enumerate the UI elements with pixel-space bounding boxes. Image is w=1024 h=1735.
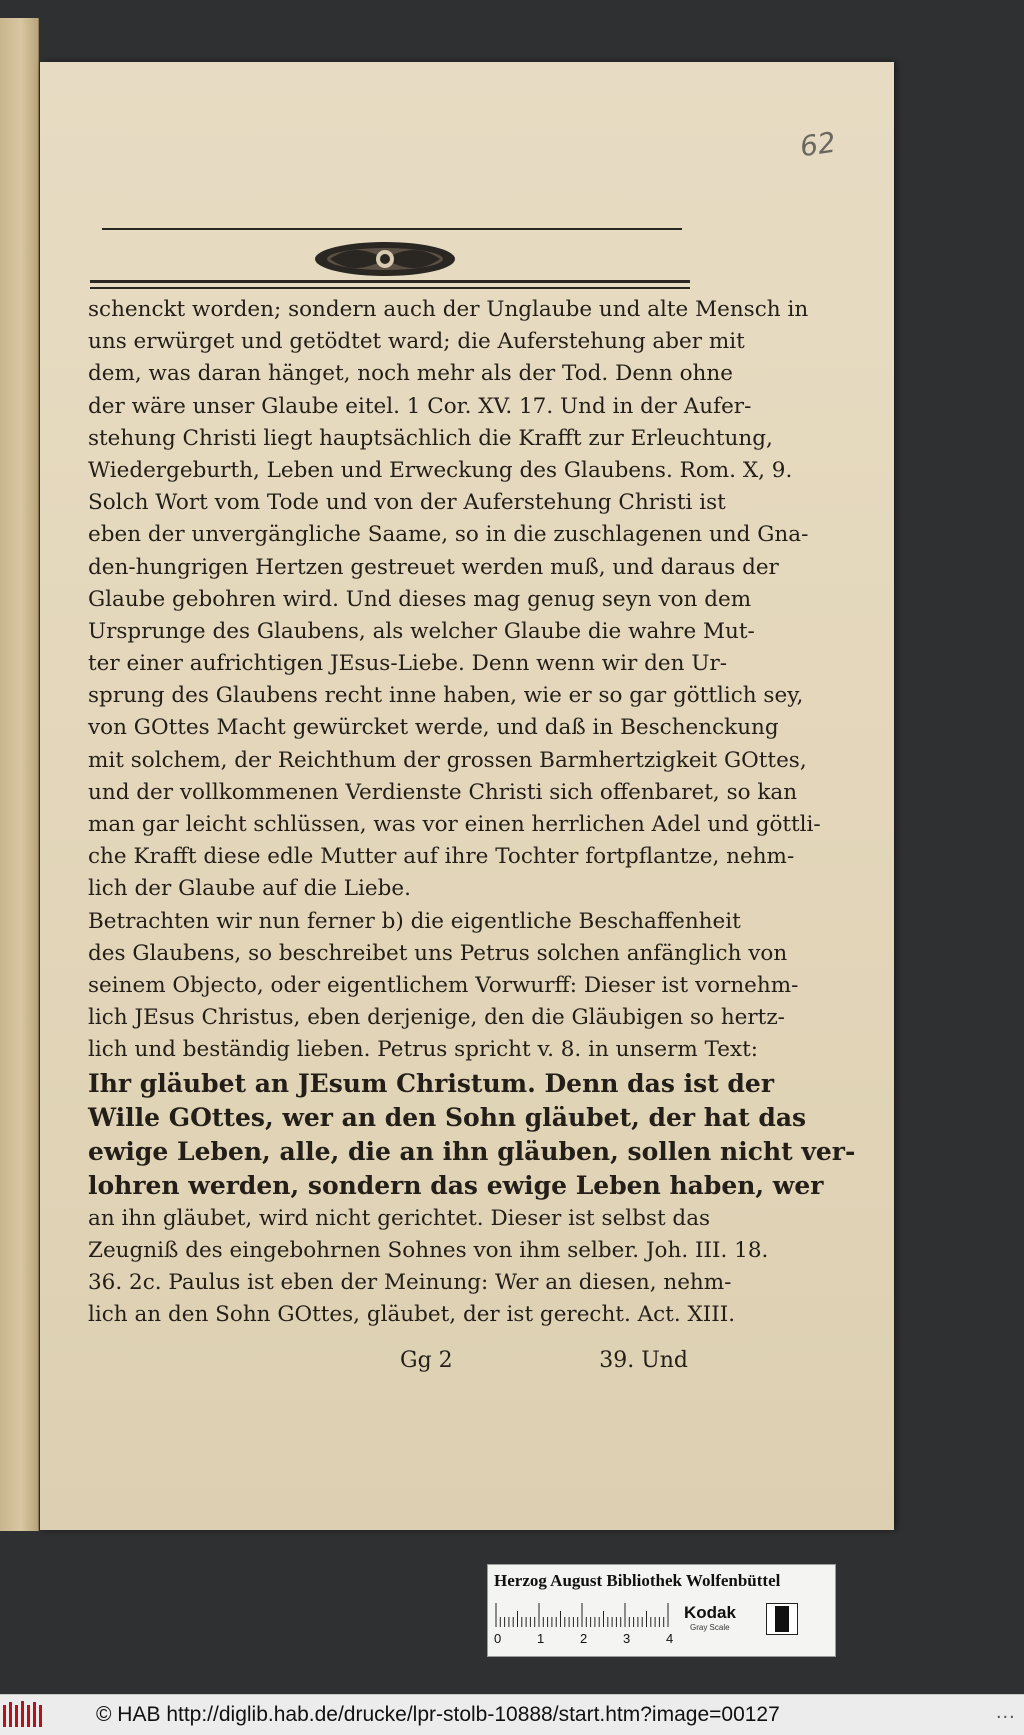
text-line: che Krafft diese edle Mutter auf ihre Tochter fortpflantze, nehm- bbox=[88, 844, 795, 870]
text-line: und der vollkommenen Verdienste Christi sich offenbaret, so kan bbox=[88, 779, 798, 805]
previous-page-edge bbox=[0, 18, 39, 1531]
ornament-icon bbox=[310, 236, 460, 282]
page-footer bbox=[88, 1348, 688, 1378]
text-line: Wille GOttes, wer an den Sohn gläubet, der hat das bbox=[88, 1102, 807, 1132]
more-menu-icon[interactable]: ... bbox=[996, 1701, 1016, 1723]
text-line: mit solchem, der Reichthum der grossen Barmhertzigkeit GOttes, bbox=[88, 747, 807, 773]
text-line: Glaube gebohren wird. Und dieses mag genug seyn von dem bbox=[88, 586, 752, 612]
text-line: Betrachten wir nun ferner b) die eigentliche Beschaffenheit bbox=[88, 908, 741, 934]
text-line: Ihr gläubet an JEsum Christum. Denn das ist der bbox=[88, 1068, 774, 1098]
text-line: schenckt worden; sondern auch der Unglaube und alte Mensch in bbox=[88, 297, 809, 322]
text-line: lich JEsus Christus, eben derjenige, den die Gläubigen so hertz- bbox=[88, 1005, 785, 1031]
text-line: ter einer aufrichtigen JEsus-Liebe. Denn wenn wir den Ur- bbox=[88, 651, 727, 677]
status-bar bbox=[0, 1694, 1024, 1735]
text-line: an ihn gläubet, wird nicht gerichtet. Dieser ist selbst das bbox=[88, 1205, 711, 1231]
text-line: lich der Glaube auf die Liebe. bbox=[88, 876, 411, 902]
text-line: stehung Christi liegt hauptsächlich die Krafft zur Erleuchtung, bbox=[88, 425, 773, 451]
text-line: man gar leicht schlüssen, was vor einen herrlichen Adel und göttli- bbox=[88, 812, 821, 837]
text-line: eben der unvergängliche Saame, so in die zuschlagenen und Gna- bbox=[88, 522, 809, 548]
ruler-number: 1 bbox=[537, 1631, 545, 1646]
text-line: Solch Wort vom Tode und von der Auferstehung Christi ist bbox=[88, 490, 726, 516]
copyright-url[interactable]: © HAB http://diglib.hab.de/drucke/lpr-stolb-10888/start.htm?image=00127 bbox=[96, 1703, 780, 1726]
signature-mark: Gg 2 bbox=[400, 1348, 453, 1373]
text-line: des Glaubens, so beschreibet uns Petrus solchen anfänglich von bbox=[88, 940, 788, 966]
ruler-scale-icon bbox=[494, 1601, 674, 1627]
header-double-rule-thin bbox=[90, 287, 690, 289]
color-target-card bbox=[487, 1564, 836, 1657]
text-line: 36. 2c. Paulus ist eben der Meinung: Wer an diesen, nehm- bbox=[88, 1269, 732, 1295]
text-line: seinem Objecto, oder eigentlichem Vorwurff: Dieser ist vornehm- bbox=[88, 972, 799, 998]
text-line: lich an den Sohn GOttes, gläubet, der ist gerecht. Act. XIII. bbox=[88, 1302, 736, 1328]
kodak-brand: Kodak bbox=[684, 1603, 736, 1622]
text-line: uns erwürget und getödtet ward; die Auferstehung aber mit bbox=[88, 329, 745, 355]
target-institution: Herzog August Bibliothek Wolfenbüttel bbox=[494, 1571, 781, 1590]
text-line: dem, was daran hänget, noch mehr als der Tod. Denn ohne bbox=[88, 361, 733, 387]
book-page bbox=[40, 62, 894, 1530]
body-text bbox=[88, 294, 856, 1331]
text-line: Ursprunge des Glaubens, als welcher Glaube die wahre Mut- bbox=[88, 618, 755, 644]
text-line: Wiedergeburth, Leben und Erweckung des Glaubens. Rom. X, 9. bbox=[88, 457, 793, 483]
ruler-number: 0 bbox=[494, 1631, 502, 1646]
text-line: den-hungrigen Hertzen gestreuet werden muß, und daraus der bbox=[88, 554, 779, 580]
ruler-number: 3 bbox=[623, 1631, 631, 1646]
text-line: Zeugniß des eingebohrnen Sohnes von ihm selber. Joh. III. 18. bbox=[88, 1237, 769, 1263]
text-line: von GOttes Macht gewürcket werde, und daß in Beschenckung bbox=[88, 715, 779, 741]
hab-logo-icon bbox=[0, 1699, 46, 1731]
gray-swatch-icon bbox=[766, 1603, 798, 1635]
ruler-number: 4 bbox=[666, 1631, 674, 1646]
text-line: lohren werden, sondern das ewige Leben haben, wer bbox=[88, 1170, 824, 1200]
ruler-number: 2 bbox=[580, 1631, 588, 1646]
gray-scale-label: Gray Scale bbox=[690, 1623, 730, 1632]
header-double-rule bbox=[90, 280, 690, 283]
header-rule bbox=[102, 228, 682, 230]
text-line: sprung des Glaubens recht inne haben, wie er so gar göttlich sey, bbox=[88, 683, 804, 709]
page-number: 62 bbox=[797, 125, 838, 164]
text-line: der wäre unser Glaube eitel. 1 Cor. XV. 17. Und in der Aufer- bbox=[88, 393, 752, 419]
catchword: 39. Und bbox=[599, 1348, 688, 1373]
text-line: ewige Leben, alle, die an ihn gläuben, sollen nicht ver- bbox=[88, 1136, 856, 1166]
text-line: lich und beständig lieben. Petrus spricht v. 8. in unserm Text: bbox=[88, 1037, 758, 1063]
